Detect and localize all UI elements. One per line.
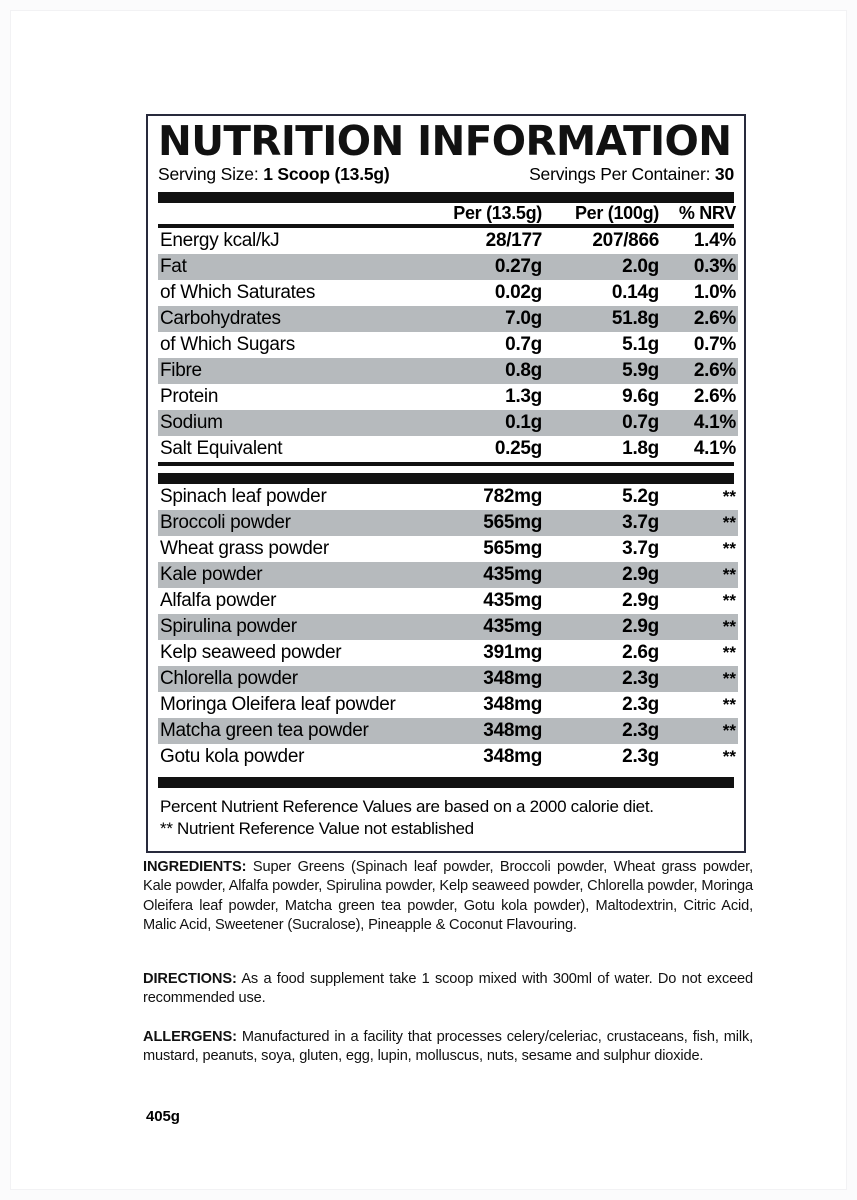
row-per-serving-value: 565mg [426, 510, 542, 536]
directions-heading: DIRECTIONS: [143, 971, 237, 987]
row-nutrient-name: Kale powder [158, 562, 426, 588]
row-per-serving-value: 348mg [483, 746, 542, 768]
row-nutrient-name: Spinach leaf powder [160, 486, 327, 508]
row-nutrient-name: Fat [158, 254, 426, 280]
table-row [158, 588, 738, 614]
panel-title: NUTRITION INFORMATION [158, 117, 732, 165]
row-per-serving-value: 28/177 [485, 230, 542, 252]
table-row [158, 484, 738, 510]
row-nrv-value: ** [659, 614, 738, 640]
row-nrv-value: 0.3% [659, 254, 738, 280]
table-row [158, 358, 738, 384]
nutrition-values-table [158, 228, 738, 462]
ingredients-text: Super Greens (Spinach leaf powder, Broccoli powder, Wheat grass powder, Kale powder, Alfalfa powder, Spirulina powder, Kelp seaweed powder, Chlorella powder, Moringa Oleifera leaf powder, Matcha green tea powder, Gotu kola powder), Maltodextrin, Citric Acid, Malic Acid, Sweetener (Sucralose), Pineapple & Coconut Flavouring. [143, 859, 753, 933]
row-per-100g-value: 3.7g [622, 538, 659, 560]
table-row [158, 436, 738, 462]
row-nrv-value: ** [722, 591, 736, 611]
net-weight: 405g [146, 1108, 180, 1125]
row-per-100g-value: 5.9g [542, 358, 659, 384]
nutrition-table [158, 203, 738, 224]
table-row [158, 280, 738, 306]
serving-info-row [158, 164, 734, 185]
row-nrv-value: ** [722, 487, 736, 507]
table-header-row [158, 203, 738, 224]
row-per-serving-value: 7.0g [426, 306, 542, 332]
row-per-100g-value: 0.7g [542, 410, 659, 436]
row-per-100g-value: 2.3g [622, 694, 659, 716]
row-nutrient-name: Chlorella powder [158, 666, 426, 692]
row-nrv-value: ** [659, 562, 738, 588]
column-header-name [158, 203, 426, 224]
serving-size-value: 1 Scoop (13.5g) [263, 164, 390, 185]
row-per-serving-value: 0.1g [426, 410, 542, 436]
footnote-block [158, 788, 734, 842]
table-row [158, 562, 738, 588]
row-nutrient-name: Broccoli powder [158, 510, 426, 536]
row-per-100g-value: 2.6g [622, 642, 659, 664]
column-header-per-100g: Per (100g) [574, 203, 659, 224]
row-per-serving-value: 0.27g [426, 254, 542, 280]
row-per-serving-value: 0.7g [505, 334, 542, 356]
table-row [158, 410, 738, 436]
row-nutrient-name: Protein [160, 386, 219, 408]
row-per-serving-value: 435mg [426, 562, 542, 588]
row-nutrient-name: of Which Saturates [160, 282, 316, 304]
table-row [158, 306, 738, 332]
row-per-100g-value: 2.9g [542, 614, 659, 640]
ingredients-heading: INGREDIENTS: [143, 859, 247, 875]
row-nutrient-name: Wheat grass powder [160, 538, 329, 560]
table-row [158, 744, 738, 770]
row-per-100g-value: 2.9g [542, 562, 659, 588]
row-nutrient-name: Gotu kola powder [160, 746, 305, 768]
row-nrv-value: 1.4% [693, 230, 736, 252]
table-row [158, 614, 738, 640]
table-row [158, 228, 738, 254]
column-header-per-serving: Per (13.5g) [453, 203, 542, 224]
table-row [158, 384, 738, 410]
row-per-100g-value: 2.3g [622, 746, 659, 768]
row-per-100g-value: 2.0g [542, 254, 659, 280]
row-nrv-value: ** [722, 643, 736, 663]
row-per-100g-value: 2.3g [542, 718, 659, 744]
row-nrv-value: ** [722, 747, 736, 767]
row-nrv-value: 4.1% [693, 438, 736, 460]
table-row [158, 254, 738, 280]
row-per-serving-value: 435mg [426, 614, 542, 640]
row-nutrient-name: Moringa Oleifera leaf powder [160, 694, 396, 716]
table-row [158, 536, 738, 562]
row-nutrient-name: Energy kcal/kJ [160, 230, 280, 252]
row-per-100g-value: 51.8g [542, 306, 659, 332]
row-per-serving-value: 782mg [483, 486, 542, 508]
directions-block [143, 970, 753, 1009]
servings-per-container-value: 30 [714, 164, 734, 185]
servings-per-container-label: Servings Per Container: [529, 164, 711, 185]
row-nrv-value: ** [659, 510, 738, 536]
row-nrv-value: 1.0% [693, 282, 736, 304]
table-row [158, 510, 738, 536]
row-nutrient-name: Kelp seaweed powder [160, 642, 342, 664]
table-row [158, 332, 738, 358]
table-row [158, 666, 738, 692]
row-per-serving-value: 565mg [483, 538, 542, 560]
row-nrv-value: 2.6% [659, 358, 738, 384]
row-nrv-value: 2.6% [693, 386, 736, 408]
allergens-block [143, 1028, 753, 1067]
row-nutrient-name: Matcha green tea powder [158, 718, 426, 744]
allergens-text: Manufactured in a facility that processes celery/celeriac, crustaceans, fish, milk, mustard, peanuts, soya, gluten, egg, lupin, molluscus, nuts, sesame and sulphur dioxide. [143, 1029, 753, 1065]
greens-blend-table [158, 484, 738, 770]
row-per-serving-value: 348mg [426, 718, 542, 744]
row-nrv-value: ** [659, 666, 738, 692]
row-nutrient-name: of Which Sugars [160, 334, 295, 356]
footnote-line-2: ** Nutrient Reference Value not established [160, 819, 474, 839]
header-divider-bar [158, 192, 734, 203]
table-row [158, 692, 738, 718]
row-nrv-value: ** [722, 695, 736, 715]
row-per-serving-value: 1.3g [505, 386, 542, 408]
row-per-100g-value: 3.7g [542, 510, 659, 536]
serving-size [158, 164, 390, 185]
row-nutrient-name: Carbohydrates [158, 306, 426, 332]
table-row [158, 718, 738, 744]
row-nutrient-name: Alfalfa powder [160, 590, 277, 612]
column-header-nrv: % NRV [678, 203, 736, 224]
row-per-serving-value: 348mg [483, 694, 542, 716]
row-per-serving-value: 435mg [483, 590, 542, 612]
row-per-serving-value: 0.25g [494, 438, 542, 460]
allergens-heading: ALLERGENS: [143, 1029, 237, 1045]
row-nutrient-name: Salt Equivalent [160, 438, 283, 460]
row-nrv-value: 2.6% [659, 306, 738, 332]
row-nutrient-name: Spirulina powder [158, 614, 426, 640]
row-per-100g-value: 1.8g [622, 438, 659, 460]
servings-per-container [529, 164, 734, 185]
directions-text: As a food supplement take 1 scoop mixed with 300ml of water. Do not exceed recommended use. [143, 971, 753, 1007]
row-nrv-value: 4.1% [659, 410, 738, 436]
row-nrv-value: ** [659, 718, 738, 744]
row-per-serving-value: 348mg [426, 666, 542, 692]
row-per-serving-value: 0.8g [426, 358, 542, 384]
footnote-divider-bar [158, 777, 734, 788]
nutrition-information-panel [146, 114, 746, 853]
row-per-100g-value: 207/866 [592, 230, 659, 252]
nutrition-bottom-rule [158, 462, 734, 466]
footnote-line-1: Percent Nutrient Reference Values are based on a 2000 calorie diet. [160, 797, 654, 817]
serving-size-label: Serving Size: [158, 164, 259, 185]
row-nutrient-name: Sodium [158, 410, 426, 436]
row-nrv-value: ** [722, 539, 736, 559]
row-per-serving-value: 0.02g [494, 282, 542, 304]
row-per-100g-value: 9.6g [622, 386, 659, 408]
row-per-100g-value: 2.3g [542, 666, 659, 692]
row-per-100g-value: 2.9g [622, 590, 659, 612]
ingredients-block [143, 858, 753, 935]
row-nutrient-name: Fibre [158, 358, 426, 384]
row-per-100g-value: 5.2g [622, 486, 659, 508]
row-per-100g-value: 5.1g [622, 334, 659, 356]
table-row [158, 640, 738, 666]
row-per-serving-value: 391mg [483, 642, 542, 664]
row-nrv-value: 0.7% [693, 334, 736, 356]
row-per-100g-value: 0.14g [611, 282, 659, 304]
blend-divider-bar [158, 473, 734, 484]
